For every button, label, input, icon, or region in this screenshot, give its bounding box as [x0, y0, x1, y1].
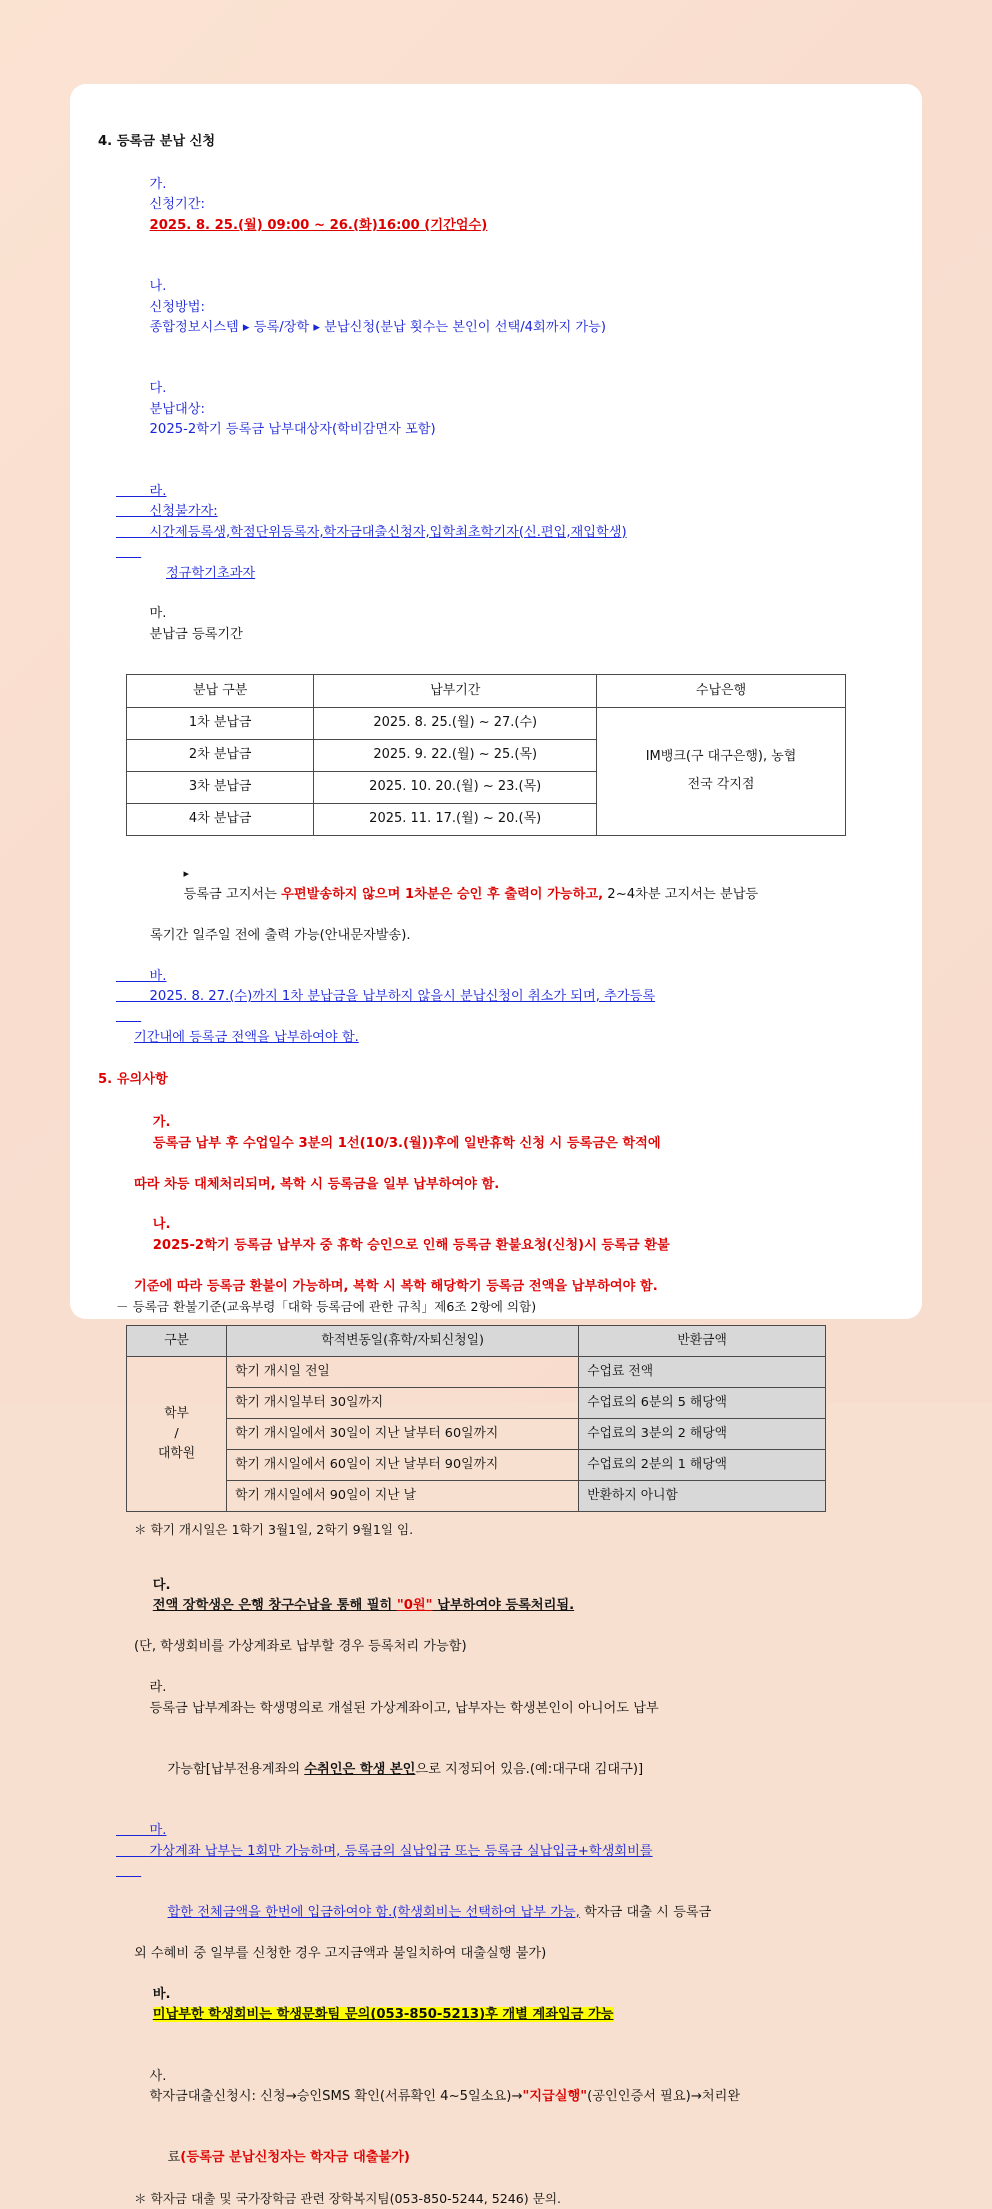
col-change-date: 학적변동일(휴학/자퇴신청일) — [227, 1325, 579, 1356]
item-value: 시간제등록생,학점단위등록자,학자금대출신청자,입학최초학기자(신.편입,재입학생) — [149, 524, 627, 540]
loan-inquiry-note: ＊ 학자금 대출 및 국가장학금 관련 장학복지팀(053-850-5244, 5246) 문의. — [134, 2191, 562, 2207]
item-line-1-a: 전액 장학생은 은행 창구수납을 통해 필히 — [152, 1598, 397, 1614]
item-line-2-b: (학생회비는 선택하여 납부 가능, — [392, 1905, 580, 1921]
item-value: 2025-2학기 등록금 납부대상자(학비감면자 포함) — [149, 422, 436, 438]
cell-refund-amount: 수업료의 3분의 2 해당액 — [579, 1418, 826, 1449]
section-4-title: 4. 등록금 분납 신청 — [98, 134, 216, 149]
cell-division: 3차 분납금 — [127, 771, 314, 803]
section-5-item-sa-line2 — [98, 2128, 894, 2189]
table-header-row — [127, 1325, 826, 1356]
division-line-3: 대학원 — [158, 1445, 196, 1461]
bank-line-2: 전국 각지점 — [687, 777, 755, 793]
item-line-1-c: (공인인증서 필요)→처리완 — [587, 2089, 741, 2105]
cell-refund-amount: 반환하지 아니함 — [579, 1480, 826, 1511]
item-value: 2025. 8. 25.(월) 09:00 ~ 26.(화)16:00 (기간엄수) — [149, 217, 488, 233]
section-4-item-da — [98, 359, 894, 461]
item-label: 다. — [149, 381, 167, 397]
section-5-item-ga — [98, 1093, 894, 1175]
item-key: 분납대상: — [149, 401, 205, 417]
item-label: 다. — [152, 1577, 171, 1593]
cell-bank — [597, 707, 846, 835]
section-5-item-ma-line2 — [98, 1883, 894, 1944]
cell-change-date: 학기 개시일에서 90일이 지난 날 — [227, 1480, 579, 1511]
item-line-2-b: 수취인은 학생 본인 — [304, 1761, 416, 1777]
item-line-1-a: 학자금대출신청시: 신청→승인SMS 확인(서류확인 4~5일소요)→ — [149, 2089, 523, 2105]
col-refund-amount: 반환금액 — [579, 1325, 826, 1356]
table-row — [127, 707, 846, 739]
division-line-2: / — [174, 1425, 179, 1441]
section-5-item-da-line2: (단, 학생회비를 가상계좌로 납부할 경우 등록처리 가능함) — [134, 1639, 467, 1655]
refund-table — [126, 1325, 826, 1512]
item-line-1: 2025-2학기 등록금 납부자 중 휴학 승인으로 인해 등록금 환불요청(신청)시 등록금 환불 — [152, 1237, 670, 1253]
section-5-item-ba — [98, 1964, 894, 2046]
installment-table — [126, 674, 846, 836]
item-label: 마. — [149, 1823, 167, 1839]
item-label: 나. — [149, 279, 167, 295]
item-line-2-c: 학자금 대출 시 등록금 — [579, 1905, 712, 1921]
item-key: 분납금 등록기간 — [149, 626, 243, 642]
cell-period: 2025. 8. 25.(월) ~ 27.(수) — [314, 707, 597, 739]
section-4-item-ba — [98, 946, 894, 1028]
item-key: 신청불가자: — [149, 504, 218, 520]
cell-division: 4차 분납금 — [127, 803, 314, 835]
section-4-item-ba-line2: 기간내에 등록금 전액을 납부하여야 함. — [134, 1029, 359, 1045]
section-5-item-ra-line2 — [98, 1739, 894, 1800]
section-5-item-ma-line3: 외 수혜비 중 일부를 신청한 경우 고지금액과 불일치하여 대출실행 불가) — [134, 1945, 547, 1961]
cell-refund-amount: 수업료의 2분의 1 해당액 — [579, 1449, 826, 1480]
section-4-bullet — [98, 844, 894, 926]
bullet-part-3: 2~4차분 고지서는 분납등 — [603, 886, 759, 902]
cell-refund-amount: 수업료 전액 — [579, 1356, 826, 1387]
item-value: 종합정보시스템 ▸ 등록/장학 ▸ 분납신청(분납 횟수는 본인이 선택/4회까지 가능) — [149, 320, 607, 336]
table-row — [127, 1480, 826, 1511]
refund-basis-note: － 등록금 환불기준(교육부령「대학 등록금에 관한 규칙」제6조 2항에 의함) — [116, 1299, 537, 1315]
item-label: 바. — [149, 968, 167, 984]
section-5-item-da — [98, 1555, 894, 1637]
col-division: 구분 — [127, 1325, 227, 1356]
item-label: 가. — [149, 176, 167, 192]
document-body — [98, 132, 894, 2209]
item-label: 바. — [152, 1986, 171, 2002]
section-4-bullet-line2: 록기간 일주일 전에 출력 가능(안내문자발송). — [150, 927, 411, 943]
cell-period: 2025. 10. 20.(월) ~ 23.(목) — [314, 771, 597, 803]
table-header-row — [127, 674, 846, 707]
item-line-1-b: "0원" — [396, 1598, 433, 1614]
item-key: 신청방법: — [149, 299, 205, 315]
section-4-item-ra — [98, 461, 894, 563]
section-5-item-ra — [98, 1658, 894, 1740]
item-key: 신청기간: — [149, 197, 205, 213]
cell-change-date: 학기 개시일 전일 — [227, 1356, 579, 1387]
division-line-1: 학부 — [164, 1406, 189, 1422]
section-4-item-ga — [98, 154, 894, 256]
cell-period: 2025. 11. 17.(월) ~ 20.(목) — [314, 803, 597, 835]
item-line-2-a: 료 — [167, 2150, 181, 2166]
semester-start-note: ＊ 학기 개시일은 1학기 3월1일, 2학기 9월1일 임. — [134, 1521, 414, 1537]
item-label: 사. — [149, 2068, 167, 2084]
item-line-1: 등록금 납부계좌는 학생명의로 개설된 가상계좌이고, 납부자는 학생본인이 아니어도 납부 — [149, 1700, 659, 1716]
section-5-title: 5. 유의사항 — [98, 1072, 168, 1088]
item-label: 마. — [149, 606, 167, 622]
item-label: 라. — [149, 1680, 167, 1696]
cell-change-date: 학기 개시일에서 30일이 지난 날부터 60일까지 — [227, 1418, 579, 1449]
item-label: 가. — [152, 1115, 171, 1131]
item-label: 라. — [149, 483, 167, 499]
cell-division: 2차 분납금 — [127, 739, 314, 771]
section-4-item-ma — [98, 584, 894, 666]
item-line-1: 등록금 납부 후 수업일수 3분의 1선(10/3.(월))후에 일반휴학 신청 시 등록금은 학적에 — [152, 1135, 661, 1151]
item-line-1-c: 납부하여야 등록처리됨. — [432, 1598, 575, 1614]
item-label: 나. — [152, 1217, 171, 1233]
bullet-part-1: 등록금 고지서는 — [183, 886, 282, 902]
section-4-item-na — [98, 257, 894, 359]
section-5-item-ga-line2: 따라 차등 대체처리되며, 복학 시 등록금을 일부 납부하여야 함. — [134, 1176, 500, 1192]
section-5-item-sa — [98, 2046, 894, 2128]
triangle-bullet-icon: ▸ — [183, 867, 190, 881]
section-5-item-na-line2: 기준에 따라 등록금 환불이 가능하며, 복학 시 복학 해당학기 등록금 전액을 납부하여야 함. — [134, 1278, 658, 1294]
cell-change-date: 학기 개시일부터 30일까지 — [227, 1387, 579, 1418]
item-line-2-a: 가능함[납부전용계좌의 — [167, 1761, 305, 1777]
col-bank: 수납은행 — [597, 674, 846, 707]
table-row — [127, 1449, 826, 1480]
bank-line-1: IM뱅크(구 대구은행), 농협 — [645, 749, 797, 765]
item-line-2-c: 으로 지정되어 있음.(예:대구대 김대구)] — [415, 1761, 644, 1777]
col-period: 납부기간 — [314, 674, 597, 707]
table-row — [127, 1356, 826, 1387]
section-5-item-na — [98, 1195, 894, 1277]
table-row — [127, 1418, 826, 1449]
cell-period: 2025. 9. 22.(월) ~ 25.(목) — [314, 739, 597, 771]
cell-change-date: 학기 개시일에서 60일이 지난 날부터 90일까지 — [227, 1449, 579, 1480]
item-line-1: 가상계좌 납부는 1회만 가능하며, 등록금의 실납입금 또는 등록금 실납입금+학생회비를 — [149, 1843, 653, 1859]
item-text: 미납부한 학생회비는 학생문화팀 문의(053-850-5213)후 개별 계좌입금 가능 — [152, 2007, 614, 2023]
item-line-2-a: 합한 전체금액을 한번에 입금하여야 함. — [167, 1905, 393, 1921]
item-line-1-b: "지급실행" — [522, 2089, 588, 2105]
section-4-item-ra-cont: 정규학기초과자 — [166, 565, 256, 581]
document-sheet — [70, 84, 922, 2207]
bullet-part-2: 우편발송하지 않으며 1차분은 승인 후 출력이 가능하고, — [281, 886, 604, 902]
item-line-2-b: (등록금 분납신청자는 학자금 대출불가) — [180, 2150, 410, 2166]
cell-division-group — [127, 1356, 227, 1511]
section-5-item-ma — [98, 1801, 894, 1883]
item-line-1: 2025. 8. 27.(수)까지 1차 분납금을 납부하지 않을시 분납신청이 취소가 되며, 추가등록 — [149, 988, 656, 1004]
cell-division: 1차 분납금 — [127, 707, 314, 739]
col-division: 분납 구분 — [127, 674, 314, 707]
cell-refund-amount: 수업료의 6분의 5 해당액 — [579, 1387, 826, 1418]
